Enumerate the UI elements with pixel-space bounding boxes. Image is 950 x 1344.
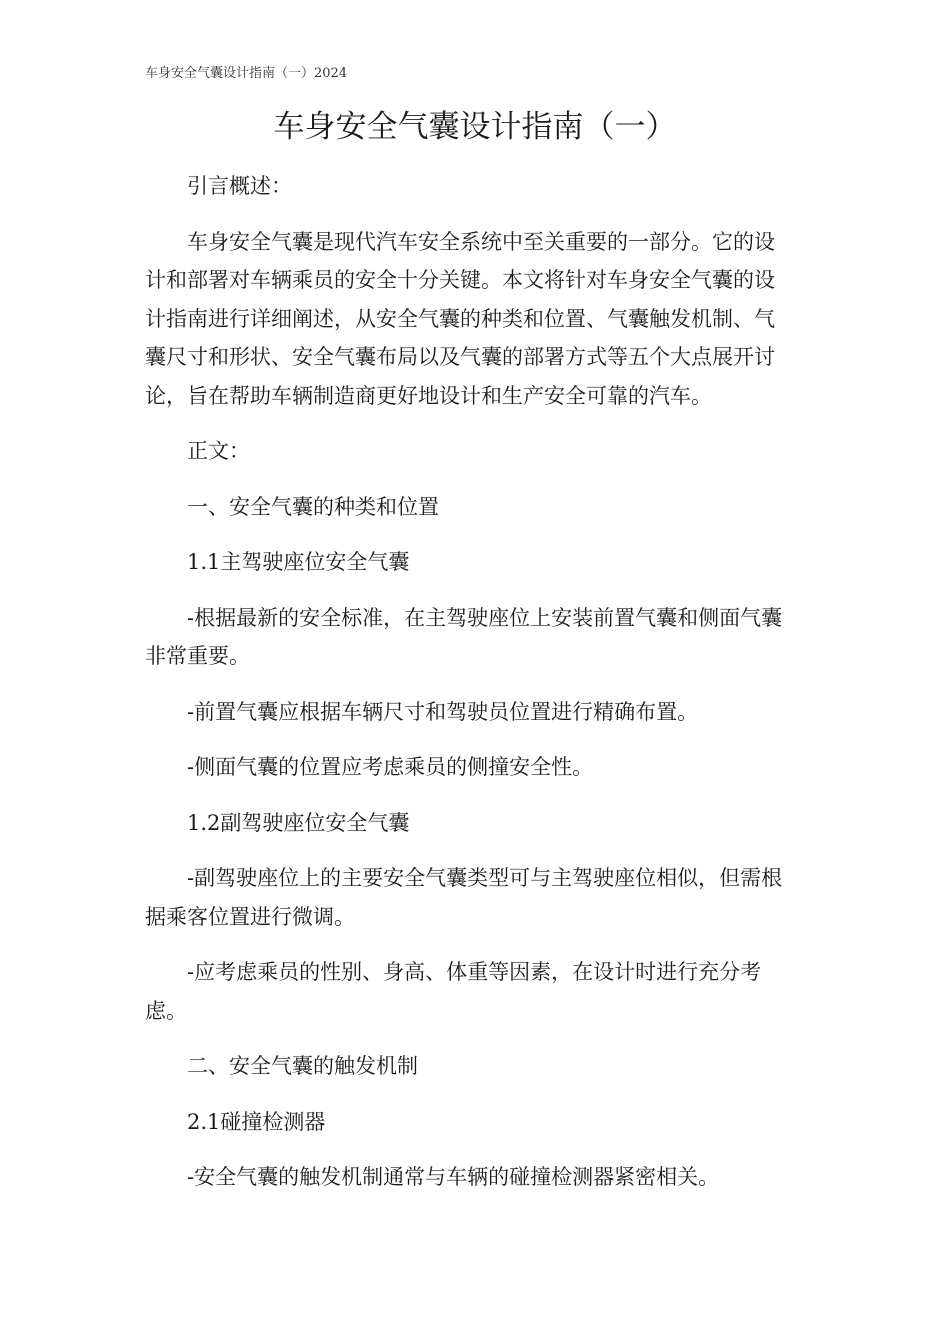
paragraph-body-heading: 正文：: [187, 439, 250, 463]
subsection-heading-1-2: 1.2副驾驶座位安全气囊: [187, 810, 410, 835]
subsection-heading-2-1: 2.1碰撞检测器: [187, 1109, 326, 1134]
document-title: 车身安全气囊设计指南（一）: [273, 109, 677, 145]
paragraph-item: -根据最新的安全标准，在主驾驶座位上安装前置气囊和侧面气囊非常重要。: [145, 605, 783, 668]
paragraph-item: -前置气囊应根据车辆尺寸和驾驶员位置进行精确布置。: [187, 699, 699, 724]
running-header: 车身安全气囊设计指南（一）2024: [145, 66, 348, 81]
paragraph-item: -副驾驶座位上的主要安全气囊类型可与主驾驶座位相似，但需根据乘客位置进行微调。: [145, 866, 783, 929]
subsection-heading-1-1: 1.1主驾驶座位安全气囊: [187, 550, 410, 574]
section-heading-1: 一、安全气囊的种类和位置: [187, 494, 439, 519]
paragraph-intro-text: 车身安全气囊是现代汽车安全系统中至关重要的一部分。它的设计和部署对车辆乘员的安全十分关键。本文将针对车身安全气囊的设计指南进行详细阐述，从安全气囊的种类和位置、气囊触发机制、气囊尺寸和形状、安全气囊布局以及气囊的部署方式等五个大点展开讨论，旨在帮助车辆制造商更好地设计和生产安全可靠的汽车。: [145, 229, 775, 408]
paragraph-intro-heading: 引言概述：: [187, 174, 292, 198]
paragraph-item: -应考虑乘员的性别、身高、体重等因素，在设计时进行充分考虑。: [145, 960, 762, 1023]
section-heading-2: 二、安全气囊的触发机制: [187, 1054, 418, 1078]
paragraph-item: -安全气囊的触发机制通常与车辆的碰撞检测器紧密相关。: [187, 1165, 720, 1189]
paragraph-item: -侧面气囊的位置应考虑乘员的侧撞安全性。: [187, 755, 594, 779]
document-body: [145, 167, 795, 1197]
